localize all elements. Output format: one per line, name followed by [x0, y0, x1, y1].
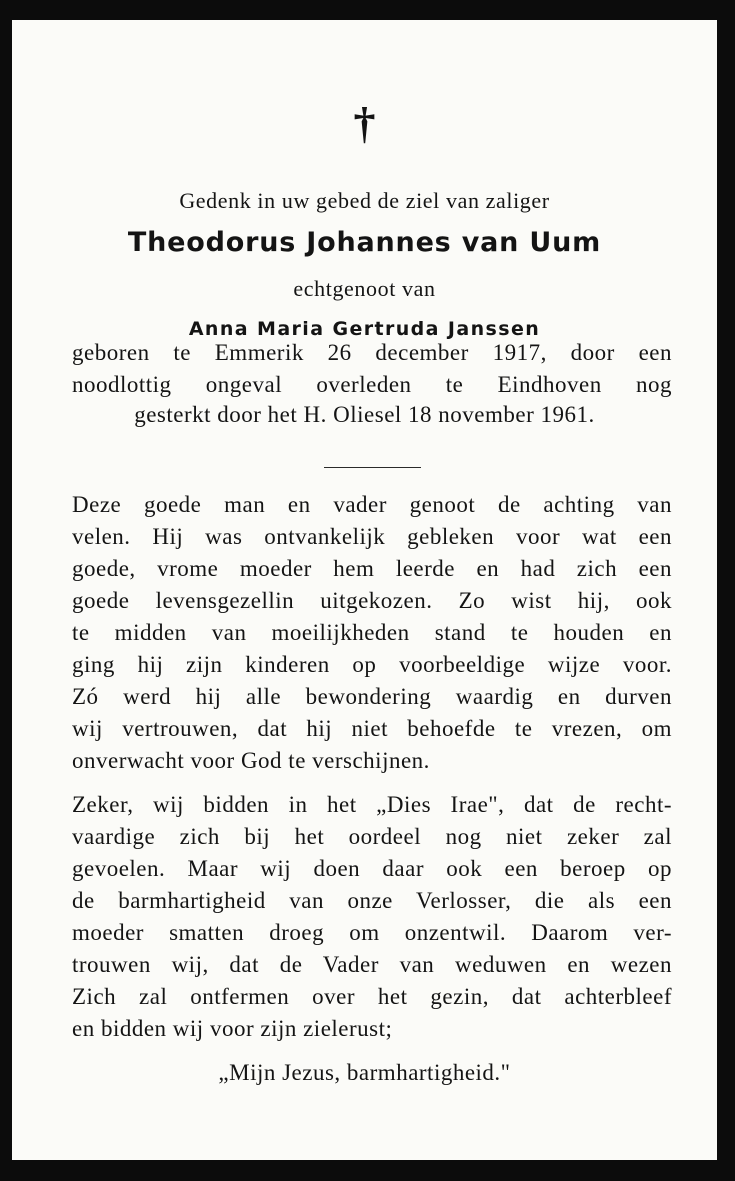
text-line: en bidden wij voor zijn zielerust;	[72, 1016, 393, 1041]
text-line: de barmhartigheid van onze Verlosser, die als een	[72, 888, 672, 913]
bio-line: gesterkt door het H. Oliesel 18 november 1961.	[134, 402, 595, 427]
memorial-card	[12, 20, 717, 1160]
text-line: ging hij zijn kinderen op voorbeeldige wijze voor.	[72, 652, 672, 677]
cross-icon: †	[353, 99, 376, 148]
text-line: Zeker, wij bidden in het „Dies Irae", dat de recht-	[72, 792, 672, 817]
closing-prayer: „Mijn Jezus, barmhartigheid."	[218, 1060, 511, 1085]
bio-line: geboren te Emmerik 26 december 1917, door een	[72, 340, 672, 365]
divider	[324, 467, 421, 468]
text-line: gevoelen. Maar wij doen daar ook een beroep op	[72, 856, 672, 881]
text-line: vaardige zich bij het oordeel nog niet zeker zal	[72, 824, 672, 849]
text-line: onverwacht voor God te verschijnen.	[72, 748, 430, 773]
text-line: Zich zal ontfermen over het gezin, dat achterbleef	[72, 984, 672, 1009]
deceased-name: Theodorus Johannes van Uum	[127, 227, 602, 258]
text-line: Deze goede man en vader genoot de achting van	[72, 492, 672, 517]
intro-text: Gedenk in uw gebed de ziel van zaliger	[179, 188, 550, 213]
text-line: moeder smatten droeg om onzentwil. Daarom ver-	[72, 920, 672, 945]
bio-line: noodlottig ongeval overleden te Eindhoven nog	[72, 372, 672, 397]
text-line: velen. Hij was ontvankelijk gebleken voor wat een	[72, 524, 672, 549]
text-line: goede, vrome moeder hem leerde en had zich een	[72, 556, 672, 581]
relation-text: echtgenoot van	[293, 276, 436, 301]
text-line: te midden van moeilijkheden stand te houden en	[72, 620, 672, 645]
text-line: Zó werd hij alle bewondering waardig en durven	[72, 684, 672, 709]
text-line: trouwen wij, dat de Vader van weduwen en wezen	[72, 952, 672, 977]
text-line: wij vertrouwen, dat hij niet behoefde te vrezen, om	[72, 716, 672, 741]
spouse-name: Anna Maria Gertruda Janssen	[188, 318, 541, 340]
text-line: goede levensgezellin uitgekozen. Zo wist hij, ook	[72, 588, 672, 613]
